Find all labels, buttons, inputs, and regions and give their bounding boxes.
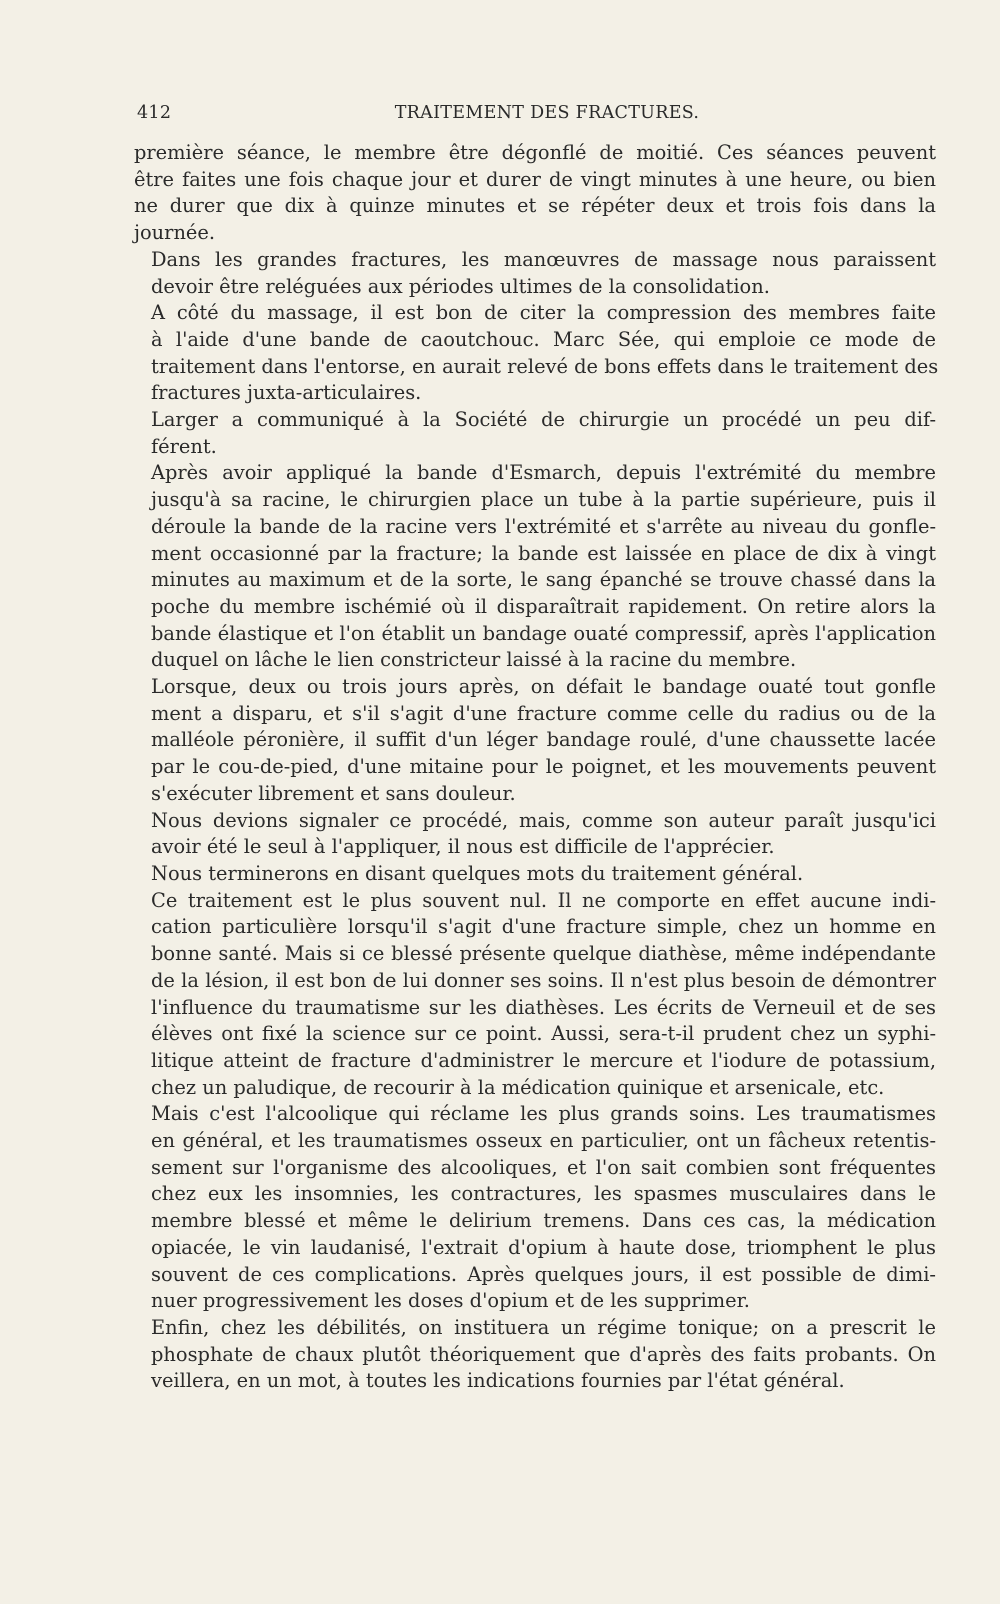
paragraph bbox=[134, 808, 936, 861]
text-line: avoir été le seul à l'appliquer, il nous est difficile de l'apprécier. bbox=[151, 835, 775, 859]
running-title: TRAITEMENT DES FRACTURES. bbox=[394, 103, 700, 123]
text-line: Dans les grandes fractures, les manœuvres de massage nous paraissent bbox=[151, 247, 936, 271]
text-line: chez eux les insomnies, les contractures, les spasmes musculaires dans le bbox=[151, 1182, 936, 1206]
text-line: A côté du massage, il est bon de citer la compression des membres faite bbox=[151, 301, 936, 325]
text-line: première séance, le membre être dégonflé de moitié. Ces séances peuvent bbox=[134, 141, 936, 164]
text-line: sement sur l'organisme des alcooliques, et l'on sait combien sont fréquentes bbox=[151, 1155, 936, 1179]
text-line: Nous devions signaler ce procédé, mais, comme son auteur paraît jusqu'ici bbox=[151, 808, 936, 832]
paragraph bbox=[134, 247, 936, 300]
text-line: jusqu'à sa racine, le chirurgien place un tube à la partie supérieure, puis il bbox=[151, 488, 936, 512]
text-line: férent. bbox=[151, 434, 217, 458]
text-line: Lorsque, deux ou trois jours après, on défait le bandage ouaté tout gonfle bbox=[151, 675, 936, 699]
text-line: chez un paludique, de recourir à la médication quinique et arsenicale, etc. bbox=[151, 1075, 885, 1099]
text-line: souvent de ces complications. Après quelques jours, il est possible de dimi- bbox=[151, 1262, 936, 1286]
text-line: membre blessé et même le delirium tremens. Dans ces cas, la médication bbox=[151, 1209, 936, 1233]
paragraph bbox=[134, 140, 936, 247]
text-line: cation particulière lorsqu'il s'agit d'une fracture simple, chez un homme en bbox=[151, 915, 936, 939]
text-line: traitement dans l'entorse, en aurait relevé de bons effets dans le traitement des bbox=[151, 354, 939, 378]
text-line: élèves ont fixé la science sur ce point. Aussi, sera-t-il prudent chez un syphi- bbox=[151, 1022, 936, 1046]
text-line: l'influence du traumatisme sur les diathèses. Les écrits de Verneuil et de ses bbox=[151, 995, 936, 1019]
text-line: Nous terminerons en disant quelques mots du traitement général. bbox=[151, 861, 804, 885]
text-line: Enfin, chez les débilités, on instituera un régime tonique; on a prescrit le bbox=[151, 1315, 936, 1339]
text-line: par le cou-de-pied, d'une mitaine pour le poignet, et les mouvements peuvent bbox=[151, 755, 936, 779]
text-line: phosphate de chaux plutôt théoriquement que d'après des faits probants. On bbox=[151, 1342, 936, 1366]
text-line: minutes au maximum et de la sorte, le sang épanché se trouve chassé dans la bbox=[151, 568, 936, 592]
paragraph bbox=[134, 460, 936, 674]
paragraph bbox=[134, 407, 936, 460]
text-line: nuer progressivement les doses d'opium et de les supprimer. bbox=[151, 1289, 750, 1313]
text-line: veillera, en un mot, à toutes les indications fournies par l'état général. bbox=[151, 1369, 845, 1393]
paragraph bbox=[134, 674, 936, 808]
text-line: s'exécuter librement et sans douleur. bbox=[151, 781, 516, 805]
body-text bbox=[134, 140, 939, 1395]
text-line: être faites une fois chaque jour et durer de vingt minutes à une heure, ou bien bbox=[134, 167, 936, 191]
text-line: Larger a communiqué à la Société de chirurgie un procédé un peu dif- bbox=[151, 408, 936, 432]
page-number: 412 bbox=[137, 103, 172, 123]
paragraph bbox=[134, 861, 936, 888]
text-line: déroule la bande de la racine vers l'extrémité et s'arrête au niveau du gonfle- bbox=[151, 514, 936, 538]
paragraph bbox=[134, 888, 936, 1102]
text-line: duquel on lâche le lien constricteur laissé à la racine du membre. bbox=[151, 648, 797, 672]
text-line: bande élastique et l'on établit un bandage ouaté compressif, après l'application bbox=[151, 621, 936, 645]
text-line: fractures juxta-articulaires. bbox=[151, 381, 422, 405]
text-line: ment occasionné par la fracture; la bande est laissée en place de dix à vingt bbox=[151, 541, 936, 565]
paragraph bbox=[134, 1101, 936, 1315]
text-line: opiacée, le vin laudanisé, l'extrait d'opium à haute dose, triomphent le plus bbox=[151, 1235, 936, 1259]
paragraph bbox=[134, 300, 939, 407]
text-line: à l'aide d'une bande de caoutchouc. Marc Sée, qui emploie ce mode de bbox=[151, 327, 936, 351]
text-line: de la lésion, il est bon de lui donner ses soins. Il n'est plus besoin de démontrer bbox=[151, 968, 936, 992]
text-line: Ce traitement est le plus souvent nul. Il ne comporte en effet aucune indi- bbox=[151, 888, 936, 912]
text-line: malléole péronière, il suffit d'un léger bandage roulé, d'une chaussette lacée bbox=[151, 728, 936, 752]
text-line: en général, et les traumatismes osseux en particulier, ont un fâcheux retentis- bbox=[151, 1129, 936, 1153]
text-line: devoir être reléguées aux périodes ultimes de la consolidation. bbox=[151, 274, 770, 298]
text-line: ment a disparu, et s'il s'agit d'une fracture comme celle du radius ou de la bbox=[151, 701, 936, 725]
text-line: bonne santé. Mais si ce blessé présente quelque diathèse, même indépendante bbox=[151, 942, 936, 966]
text-line: poche du membre ischémié où il disparaîtrait rapidement. On retire alors la bbox=[151, 594, 936, 618]
text-line: Après avoir appliqué la bande d'Esmarch, depuis l'extrémité du membre bbox=[151, 461, 936, 485]
text-line: journée. bbox=[134, 221, 216, 245]
text-line: Mais c'est l'alcoolique qui réclame les plus grands soins. Les traumatismes bbox=[151, 1102, 936, 1126]
text-line: ne durer que dix à quinze minutes et se répéter deux et trois fois dans la bbox=[134, 194, 936, 218]
page-header bbox=[137, 103, 937, 133]
text-line: litique atteint de fracture d'administrer le mercure et l'iodure de potassium, bbox=[151, 1048, 936, 1072]
paragraph bbox=[134, 1315, 936, 1395]
